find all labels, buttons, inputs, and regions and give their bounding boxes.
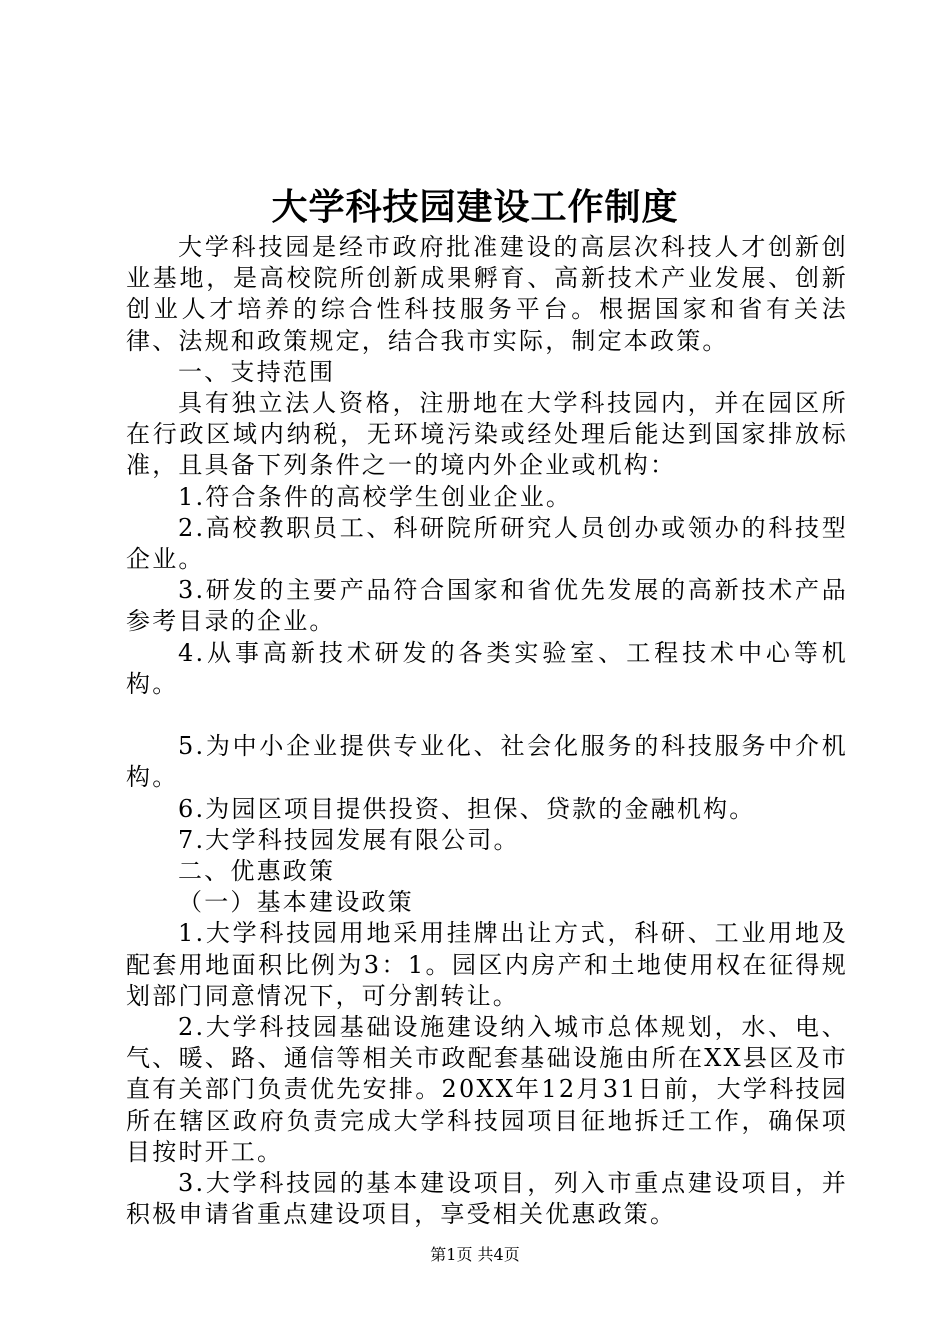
document-body [126,232,848,1230]
policy-item-2: 2.大学科技园基础设施建设纳入城市总体规划，水、电、气、暖、路、通信等相关市政配套基础设施由所在XX县区及市直有关部门负责优先安排。20XX年12月31日前，大学科技园所在辖区政府负责完成大学科技园项目征地拆迁工作，确保项目按时开工。 [126,1013,848,1166]
blank-line [126,700,848,731]
paragraph-eligibility: 具有独立法人资格，注册地在大学科技园内，并在园区所在行政区域内纳税，无环境污染或经处理后能达到国家排放标准，且具备下列条件之一的境内外企业或机构： [126,389,848,480]
section-heading-preferential-policy: 二、优惠政策 [178,857,336,886]
subsection-heading-construction-policy: （一）基本建设政策 [178,888,414,917]
list-item-7: 7.大学科技园发展有限公司。 [178,825,520,854]
list-item-4: 4.从事高新技术研发的各类实验室、工程技术中心等机构。 [126,638,848,698]
document-title: 大学科技园建设工作制度 [271,186,679,228]
page-footer: 第1页 共4页 [430,1245,520,1264]
paragraph-intro: 大学科技园是经市政府批准建设的高层次科技人才创新创业基地，是高校院所创新成果孵育、高新技术产业发展、创新创业人才培养的综合性科技服务平台。根据国家和省有关法律、法规和政策规定，结合我市实际，制定本政策。 [126,233,848,355]
section-heading-support-scope: 一、支持范围 [178,357,336,386]
policy-item-1: 1.大学科技园用地采用挂牌出让方式，科研、工业用地及配套用地面积比例为3：1。园区内房产和土地使用权在征得规划部门同意情况下，可分割转让。 [126,919,848,1010]
list-item-6: 6.为园区项目提供投资、担保、贷款的金融机构。 [178,794,756,823]
list-item-3: 3.研发的主要产品符合国家和省优先发展的高新技术产品参考目录的企业。 [126,576,848,636]
list-item-2: 2.高校教职员工、科研院所研究人员创办或领办的科技型企业。 [126,513,848,574]
list-item-1: 1.符合条件的高校学生创业企业。 [178,482,573,511]
list-item-5: 5.为中小企业提供专业化、社会化服务的科技服务中介机构。 [126,732,848,792]
policy-item-3: 3.大学科技园的基本建设项目，列入市重点建设项目，并积极申请省重点建设项目，享受相关优惠政策。 [126,1169,848,1229]
